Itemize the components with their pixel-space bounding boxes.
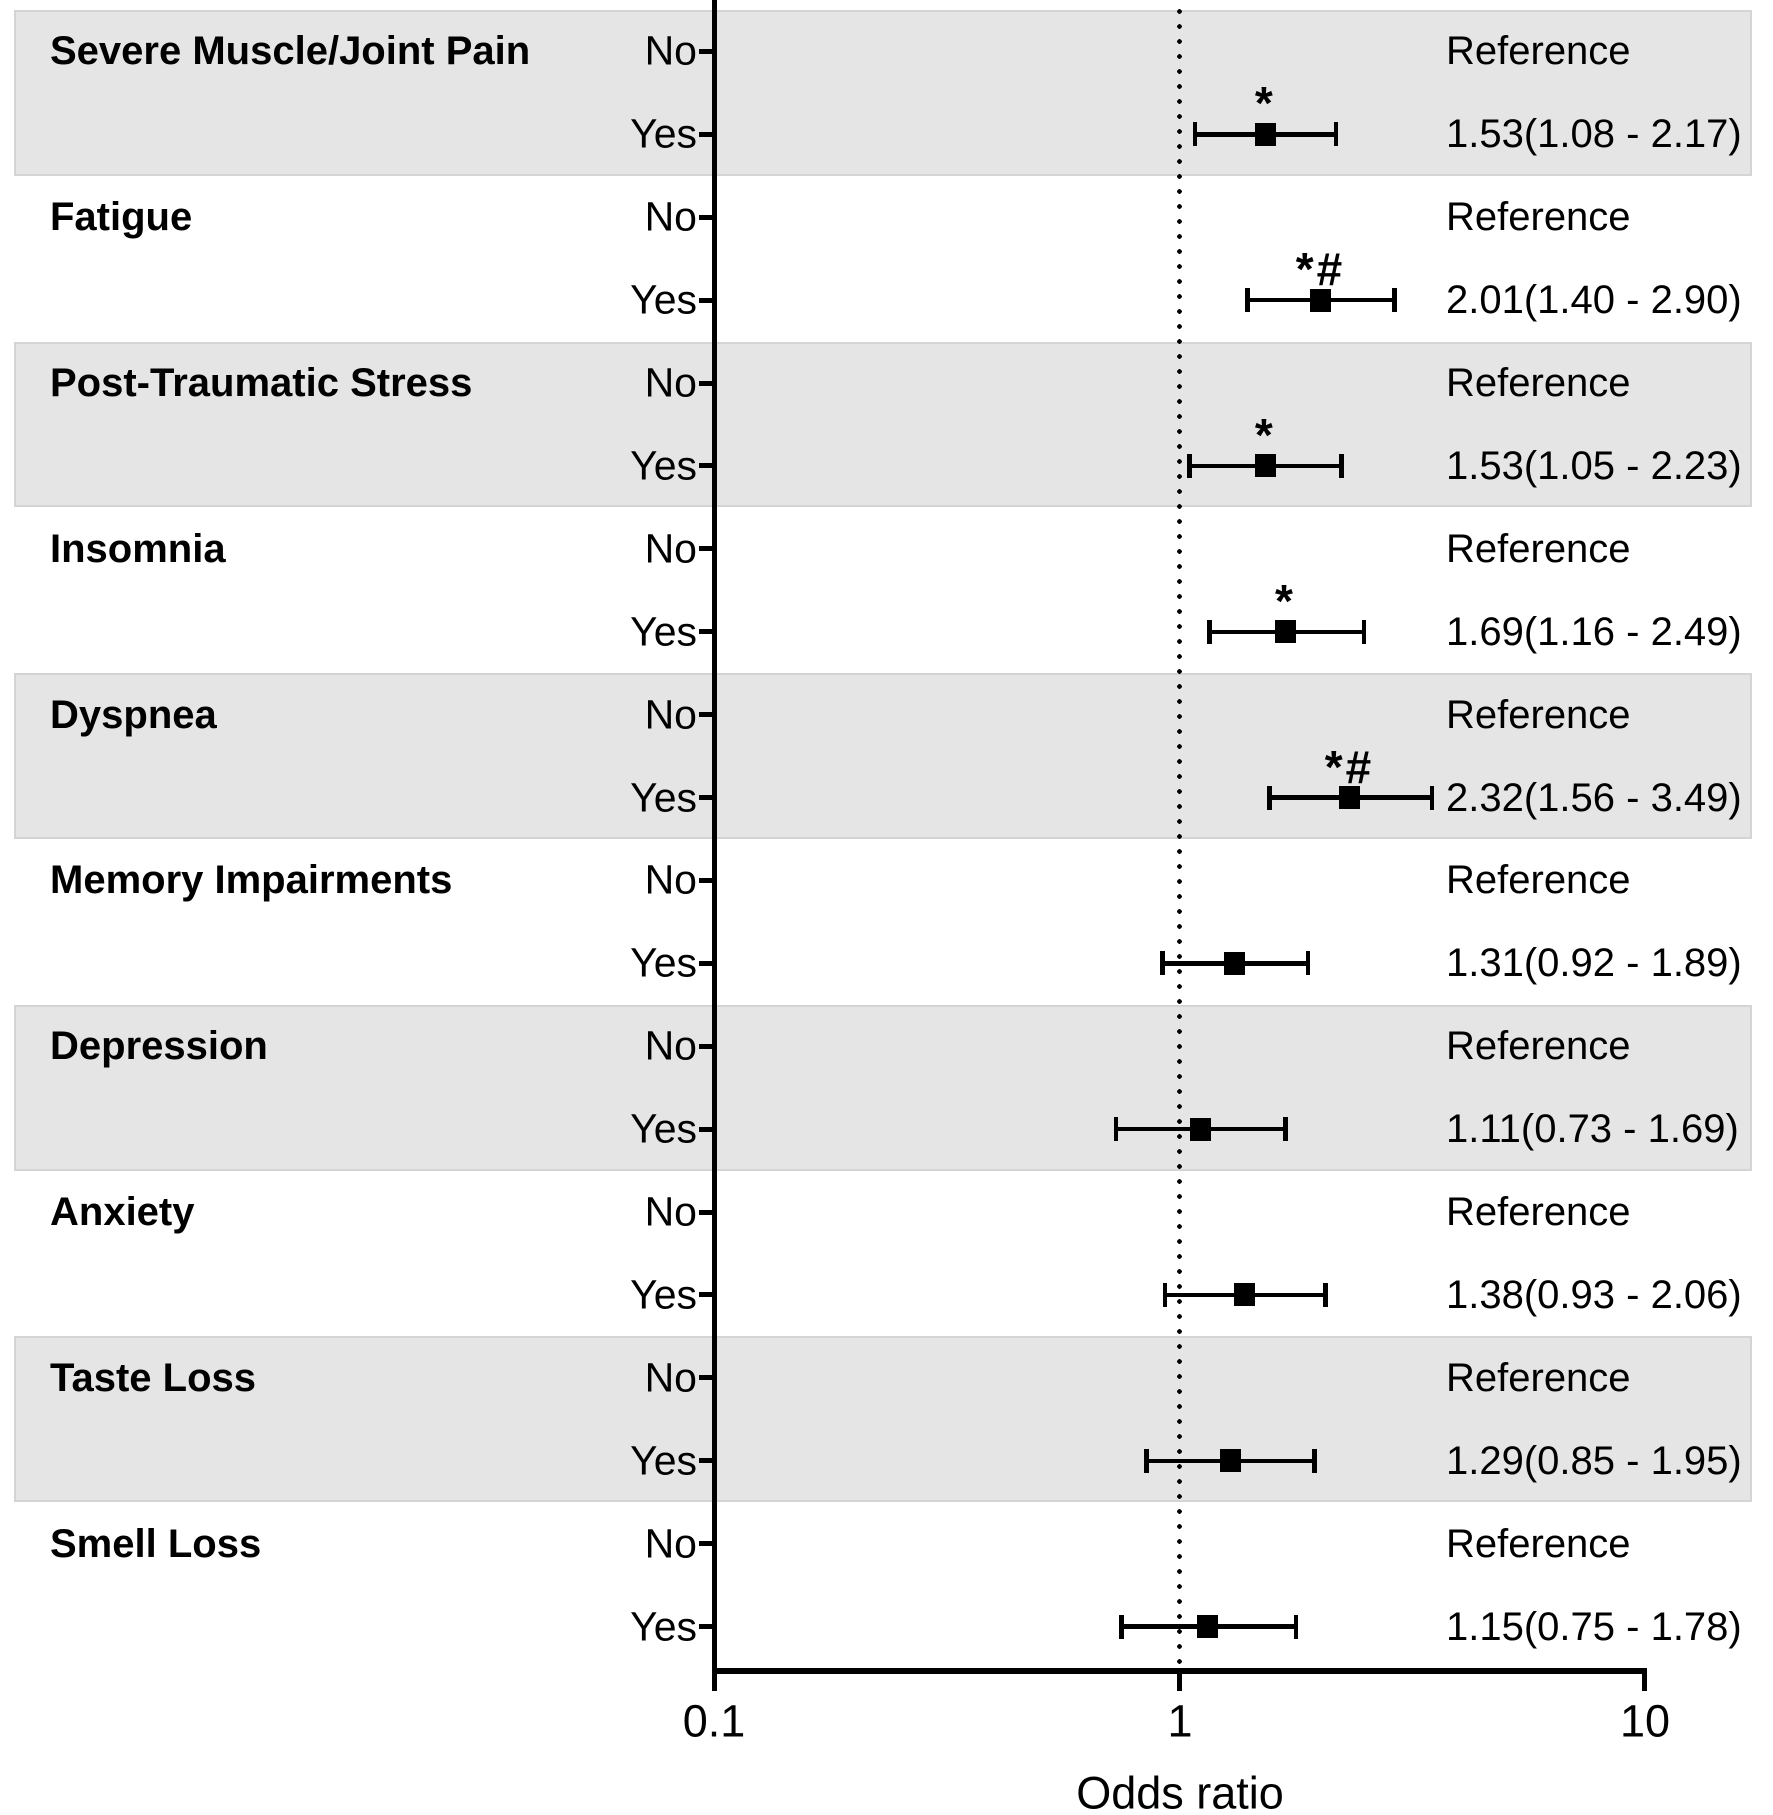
or-value-label: 1.15(0.75 - 1.78) xyxy=(1446,1604,1742,1649)
group-label: Smell Loss xyxy=(50,1521,262,1566)
reference-label: Reference xyxy=(1446,361,1631,406)
significance-annotation: *# xyxy=(1324,740,1375,793)
significance-annotation: * xyxy=(1275,574,1296,627)
or-value-label: 1.53(1.08 - 2.17) xyxy=(1446,112,1742,157)
ci-cap-left xyxy=(1160,951,1165,975)
significance-annotation: *# xyxy=(1295,243,1346,296)
reference-label: Reference xyxy=(1446,1190,1631,1235)
ci-cap-left xyxy=(1245,288,1250,312)
level-label-yes: Yes xyxy=(630,939,697,986)
group-label: Post-Traumatic Stress xyxy=(50,361,473,406)
reference-label: Reference xyxy=(1446,858,1631,903)
reference-label: Reference xyxy=(1446,1024,1631,1069)
x-axis-tick xyxy=(712,1673,717,1691)
y-axis-row-tick xyxy=(699,1458,712,1463)
level-label-yes: Yes xyxy=(630,276,697,323)
ci-cap-left xyxy=(1187,454,1192,478)
y-axis-row-tick xyxy=(699,961,712,966)
x-axis-title: Odds ratio xyxy=(1076,1767,1284,1815)
or-point-marker xyxy=(1234,1283,1255,1306)
or-point-marker xyxy=(1190,1118,1211,1141)
or-point-marker xyxy=(1224,952,1245,975)
ci-cap-left xyxy=(1144,1449,1149,1473)
y-axis-row-tick xyxy=(699,298,712,303)
ci-cap-right xyxy=(1362,620,1367,644)
level-label-yes: Yes xyxy=(630,1271,697,1318)
or-point-marker xyxy=(1220,1449,1241,1472)
reference-label: Reference xyxy=(1446,1521,1631,1566)
ci-cap-left xyxy=(1163,1283,1168,1307)
ci-cap-right xyxy=(1339,454,1344,478)
level-label-no: No xyxy=(644,1022,697,1069)
or-value-label: 2.01(1.40 - 2.90) xyxy=(1446,278,1742,323)
y-axis-row-tick xyxy=(699,629,712,634)
y-axis-row-tick xyxy=(699,215,712,220)
level-label-no: No xyxy=(644,27,697,74)
y-axis-row-tick xyxy=(699,1210,712,1215)
reference-label: Reference xyxy=(1446,692,1631,737)
reference-dotted-line xyxy=(1177,0,1182,1668)
reference-label: Reference xyxy=(1446,29,1631,74)
level-label-yes: Yes xyxy=(630,774,697,821)
group-label: Depression xyxy=(50,1024,268,1069)
ci-cap-left xyxy=(1207,620,1212,644)
ci-cap-right xyxy=(1306,951,1311,975)
level-label-no: No xyxy=(644,1188,697,1235)
or-value-label: 2.32(1.56 - 3.49) xyxy=(1446,775,1742,820)
ci-cap-left xyxy=(1114,1117,1119,1141)
ci-cap-right xyxy=(1334,122,1339,146)
level-label-no: No xyxy=(644,1354,697,1401)
ci-cap-left xyxy=(1119,1615,1124,1639)
group-label: Fatigue xyxy=(50,195,193,240)
level-label-yes: Yes xyxy=(630,1603,697,1650)
significance-annotation: * xyxy=(1254,408,1276,461)
ci-cap-right xyxy=(1430,786,1435,810)
group-label: Severe Muscle/Joint Pain xyxy=(50,29,531,74)
y-axis-row-tick xyxy=(699,1127,712,1132)
ci-cap-right xyxy=(1323,1283,1328,1307)
y-axis-row-tick xyxy=(699,878,712,883)
ci-cap-right xyxy=(1312,1449,1317,1473)
level-label-yes: Yes xyxy=(630,110,697,157)
level-label-no: No xyxy=(644,691,697,738)
level-label-no: No xyxy=(644,359,697,406)
or-point-marker xyxy=(1197,1615,1218,1638)
y-axis-row-tick xyxy=(699,381,712,386)
x-axis-tick xyxy=(1642,1673,1647,1691)
x-axis-tick xyxy=(1177,1673,1182,1691)
group-label: Dyspnea xyxy=(50,692,217,737)
level-label-no: No xyxy=(644,525,697,572)
y-axis-row-tick xyxy=(699,132,712,137)
or-value-label: 1.53(1.05 - 2.23) xyxy=(1446,443,1742,488)
y-axis-row-tick xyxy=(699,795,712,800)
group-label: Insomnia xyxy=(50,526,226,571)
ci-cap-right xyxy=(1294,1615,1299,1639)
y-axis-row-tick xyxy=(699,546,712,551)
x-tick-label-0-1: 0.1 xyxy=(682,1695,746,1747)
y-axis-row-tick xyxy=(699,1624,712,1629)
y-axis-row-tick xyxy=(699,1541,712,1546)
level-label-yes: Yes xyxy=(630,608,697,655)
ci-cap-left xyxy=(1267,786,1272,810)
ci-cap-left xyxy=(1193,122,1198,146)
reference-label: Reference xyxy=(1446,1355,1631,1400)
reference-label: Reference xyxy=(1446,195,1631,240)
y-axis-row-tick xyxy=(699,1375,712,1380)
or-value-label: 1.29(0.85 - 1.95) xyxy=(1446,1438,1742,1483)
level-label-yes: Yes xyxy=(630,442,697,489)
level-label-yes: Yes xyxy=(630,1105,697,1152)
or-value-label: 1.31(0.92 - 1.89) xyxy=(1446,941,1742,986)
level-label-no: No xyxy=(644,1520,697,1567)
ci-cap-right xyxy=(1392,288,1397,312)
ci-cap-right xyxy=(1283,1117,1288,1141)
y-axis-row-tick xyxy=(699,463,712,468)
level-label-yes: Yes xyxy=(630,1437,697,1484)
y-axis-line xyxy=(712,0,717,1674)
group-label: Memory Impairments xyxy=(50,858,453,903)
level-label-no: No xyxy=(644,856,697,903)
or-value-label: 1.69(1.16 - 2.49) xyxy=(1446,609,1742,654)
y-axis-row-tick xyxy=(699,49,712,54)
reference-label: Reference xyxy=(1446,526,1631,571)
y-axis-row-tick xyxy=(699,1292,712,1297)
group-label: Anxiety xyxy=(50,1190,195,1235)
or-value-label: 1.38(0.93 - 2.06) xyxy=(1446,1272,1742,1317)
y-axis-row-tick xyxy=(699,712,712,717)
significance-annotation: * xyxy=(1254,77,1276,130)
group-label: Taste Loss xyxy=(50,1355,256,1400)
or-value-label: 1.11(0.73 - 1.69) xyxy=(1446,1107,1739,1152)
x-tick-label-1: 1 xyxy=(1167,1695,1193,1747)
y-axis-row-tick xyxy=(699,1044,712,1049)
level-label-no: No xyxy=(644,193,697,240)
x-tick-label-10: 10 xyxy=(1619,1695,1671,1747)
